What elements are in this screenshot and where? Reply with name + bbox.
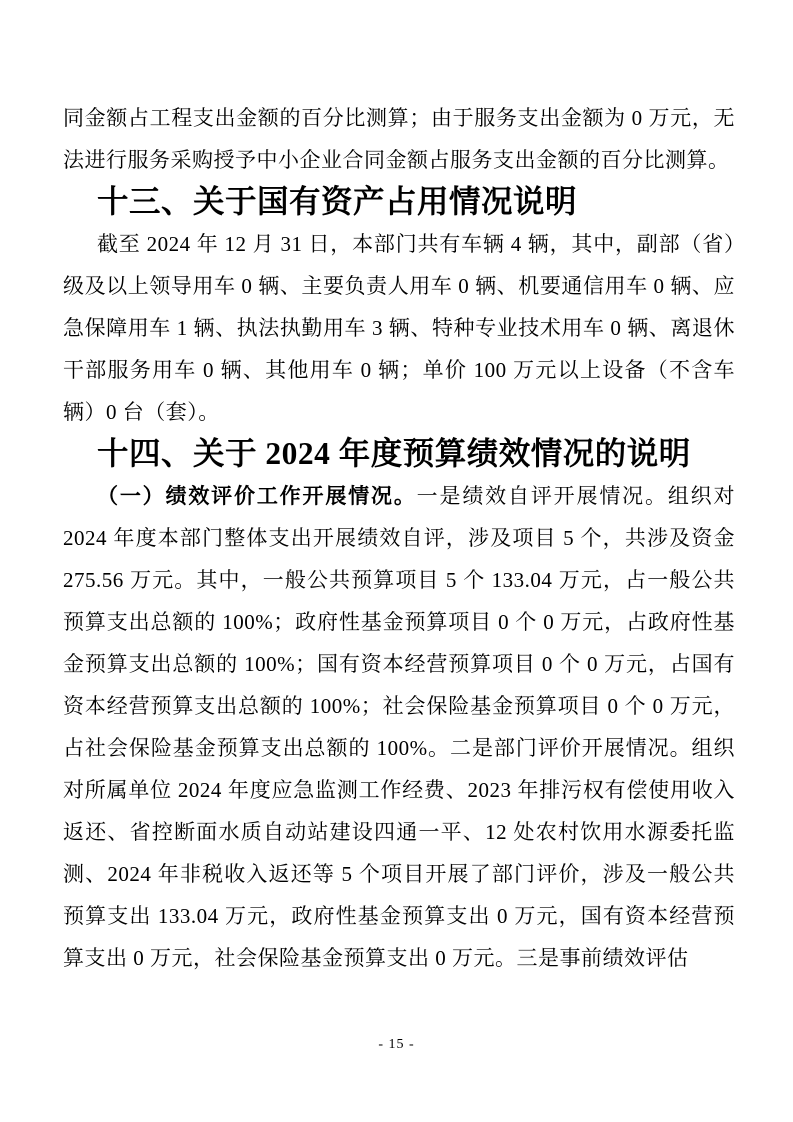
document-body [63,97,735,979]
page-number: - 15 - [378,1037,415,1052]
section-14-heading: 十四、关于 2024 年度预算绩效情况的说明 [97,436,691,471]
section-14-paragraph-1-text: 一是绩效自评开展情况。组织对 2024 年度本部门整体支出开展绩效自评，涉及项目 5 个，共涉及资金 275.56 万元。其中，一般公共预算项目 5 个 133.04 万元，占一般公共预算支出总额的 100%；政府性基金预算项目 0 个 0 万元，占政府性基金预算支出总额的 100%；国有资本经营预算项目 0 个 0 万元，占国有资本经营预算支出总额的 100%；社会保险基金预算项目 0 个 0 万元，占社会保险基金预算支出总额的 100%。二是部门评价开展情况。组织对所属单位 2024 年度应急监测工作经费、2023 年排污权有偿使用收入返还、省控断面水质自动站建设四通一平、12 处农村饮用水源委托监测、2024 年非税收入返还等 5 个项目开展了部门评价，涉及一般公共预算支出 133.04 万元，政府性基金预算支出 0 万元，国有资本经营预算支出 0 万元，社会保险基金预算支出 0 万元。三是事前绩效评估 [63,484,736,970]
section-14-paragraph-1-lead: （一）绩效评价工作开展情况。 [97,484,417,508]
section-14-paragraph-1 [63,475,735,979]
paragraph-continued-from-previous-page: 同金额占工程支出金额的百分比测算；由于服务支出金额为 0 万元，无法进行服务采购授予中小企业合同金额占服务支出金额的百分比测算。 [63,106,735,172]
section-13-paragraph: 截至 2024 年 12 月 31 日，本部门共有车辆 4 辆，其中，副部（省）级及以上领导用车 0 辆、主要负责人用车 0 辆、机要通信用车 0 辆、应急保障用车 1 辆、执法执勤用车 3 辆、特种专业技术用车 0 辆、离退休干部服务用车 0 辆、其他用车 0 辆；单价 100 万元以上设备（不含车辆）0 台（套）。 [63,232,735,424]
section-13-heading: 十三、关于国有资产占用情况说明 [97,184,578,219]
